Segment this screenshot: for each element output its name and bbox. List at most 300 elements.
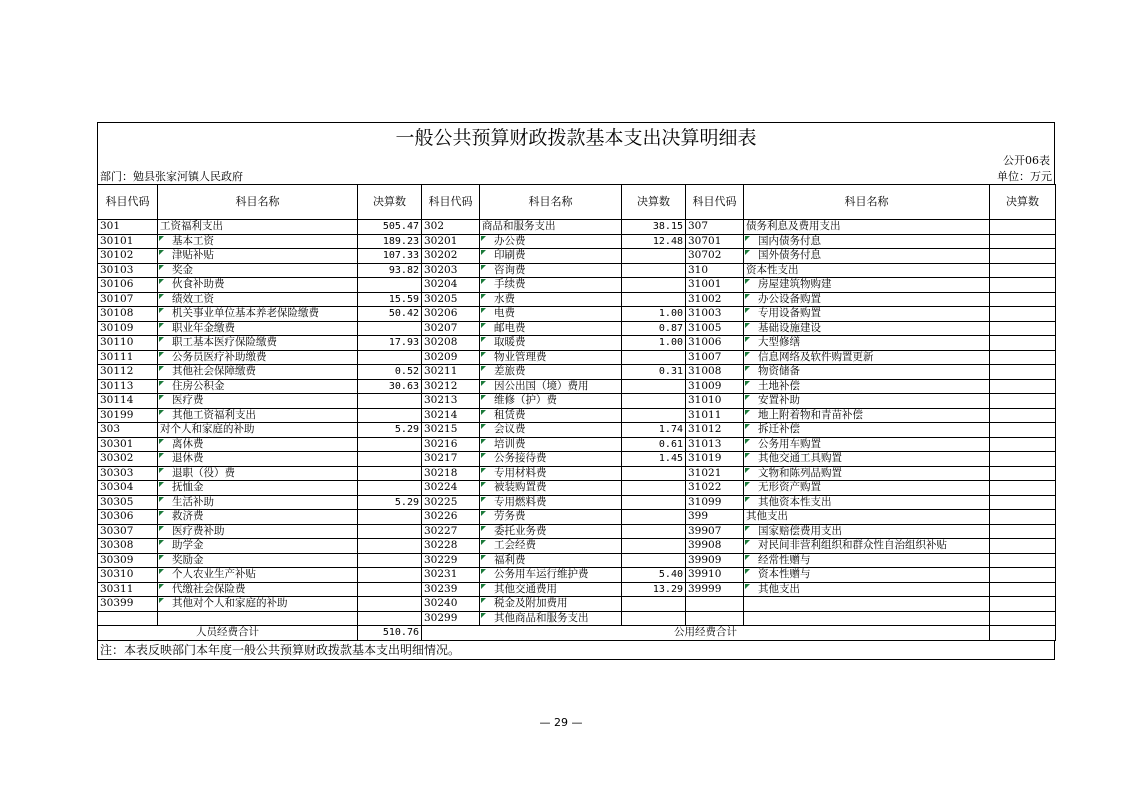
cell-amount	[990, 350, 1056, 365]
cell-name: 经常性赠与	[744, 553, 990, 568]
cell-code: 303	[98, 423, 158, 438]
cell-name: 印刷费	[480, 249, 622, 264]
cell-name: 信息网络及软件购置更新	[744, 350, 990, 365]
cell-name: 退职（役）费	[158, 466, 358, 481]
cell-code: 30227	[422, 524, 480, 539]
cell-code: 30204	[422, 278, 480, 293]
cell-amount	[990, 582, 1056, 597]
cell-code: 31013	[686, 437, 744, 452]
cell-amount	[622, 249, 686, 264]
cell-code: 31010	[686, 394, 744, 409]
cell-name: 手续费	[480, 278, 622, 293]
cell-amount	[622, 510, 686, 525]
cell-amount: 1.00	[622, 336, 686, 351]
cell-name: 商品和服务支出	[480, 220, 622, 235]
cell-name	[744, 611, 990, 626]
cell-code: 30217	[422, 452, 480, 467]
cell-name: 物资储备	[744, 365, 990, 380]
cell-name: 培训费	[480, 437, 622, 452]
cell-name: 绩效工资	[158, 292, 358, 307]
cell-code: 30109	[98, 321, 158, 336]
table-row	[98, 263, 1056, 278]
cell-amount: 38.15	[622, 220, 686, 235]
cell-name: 物业管理费	[480, 350, 622, 365]
cell-code: 30212	[422, 379, 480, 394]
cell-name: 退休费	[158, 452, 358, 467]
cell-name: 土地补偿	[744, 379, 990, 394]
cell-name: 助学金	[158, 539, 358, 554]
cell-code: 30302	[98, 452, 158, 467]
personnel-total-value: 510.76	[358, 626, 422, 641]
cell-amount	[358, 350, 422, 365]
cell-name: 会议费	[480, 423, 622, 438]
header-amount-3: 决算数	[990, 185, 1056, 220]
cell-code: 30213	[422, 394, 480, 409]
cell-name: 奖金	[158, 263, 358, 278]
cell-amount: 0.61	[622, 437, 686, 452]
cell-code: 30201	[422, 234, 480, 249]
personnel-total-label: 人员经费合计	[98, 626, 358, 641]
cell-code: 30305	[98, 495, 158, 510]
cell-code: 30206	[422, 307, 480, 322]
cell-amount	[358, 539, 422, 554]
cell-code: 30229	[422, 553, 480, 568]
cell-code: 30226	[422, 510, 480, 525]
cell-amount	[990, 466, 1056, 481]
cell-code: 31006	[686, 336, 744, 351]
cell-amount	[358, 278, 422, 293]
cell-code: 30228	[422, 539, 480, 554]
cell-name: 基本工资	[158, 234, 358, 249]
cell-amount	[622, 524, 686, 539]
cell-amount	[990, 452, 1056, 467]
cell-code: 30103	[98, 263, 158, 278]
cell-code: 30113	[98, 379, 158, 394]
cell-amount: 189.23	[358, 234, 422, 249]
cell-name: 文物和陈列品购置	[744, 466, 990, 481]
cell-name: 房屋建筑物购建	[744, 278, 990, 293]
cell-code: 39909	[686, 553, 744, 568]
table-row	[98, 394, 1056, 409]
table-row	[98, 466, 1056, 481]
cell-code: 30107	[98, 292, 158, 307]
cell-code: 30112	[98, 365, 158, 380]
cell-amount	[990, 394, 1056, 409]
header-amount-2: 决算数	[622, 185, 686, 220]
cell-name	[744, 597, 990, 612]
header-code-2: 科目代码	[422, 185, 480, 220]
cell-amount	[990, 408, 1056, 423]
unit-label: 单位：万元	[997, 170, 1052, 183]
cell-code: 30209	[422, 350, 480, 365]
table-row	[98, 423, 1056, 438]
cell-amount	[990, 568, 1056, 583]
cell-code: 31005	[686, 321, 744, 336]
table-row	[98, 220, 1056, 235]
cell-code: 30216	[422, 437, 480, 452]
table-row	[98, 307, 1056, 322]
cell-code: 30108	[98, 307, 158, 322]
cell-name: 大型修缮	[744, 336, 990, 351]
cell-code: 30203	[422, 263, 480, 278]
cell-amount	[358, 321, 422, 336]
table-row	[98, 481, 1056, 496]
cell-name: 拆迁补偿	[744, 423, 990, 438]
cell-amount: 93.82	[358, 263, 422, 278]
page-number: — 29 —	[539, 716, 583, 729]
cell-code: 30114	[98, 394, 158, 409]
cell-amount	[990, 437, 1056, 452]
cell-amount	[358, 466, 422, 481]
cell-amount	[622, 379, 686, 394]
cell-amount	[358, 568, 422, 583]
cell-amount	[990, 524, 1056, 539]
cell-amount	[990, 321, 1056, 336]
cell-code: 30231	[422, 568, 480, 583]
cell-name: 被装购置费	[480, 481, 622, 496]
cell-name: 地上附着物和青苗补偿	[744, 408, 990, 423]
cell-amount	[358, 481, 422, 496]
cell-code: 30215	[422, 423, 480, 438]
cell-name: 维修（护）费	[480, 394, 622, 409]
cell-amount: 0.87	[622, 321, 686, 336]
table-row	[98, 292, 1056, 307]
cell-amount: 30.63	[358, 379, 422, 394]
cell-amount: 0.52	[358, 365, 422, 380]
cell-amount	[622, 278, 686, 293]
cell-name: 资本性赠与	[744, 568, 990, 583]
table-row	[98, 611, 1056, 626]
cell-name: 离休费	[158, 437, 358, 452]
cell-amount: 505.47	[358, 220, 422, 235]
cell-code: 399	[686, 510, 744, 525]
cell-code: 30311	[98, 582, 158, 597]
cell-code: 310	[686, 263, 744, 278]
cell-amount	[990, 336, 1056, 351]
cell-code: 30304	[98, 481, 158, 496]
cell-name: 职工基本医疗保险缴费	[158, 336, 358, 351]
cell-amount	[358, 510, 422, 525]
department-label: 部门：勉县张家河镇人民政府	[100, 170, 243, 183]
cell-code: 30303	[98, 466, 158, 481]
cell-code: 31001	[686, 278, 744, 293]
cell-name: 住房公积金	[158, 379, 358, 394]
cell-amount	[990, 249, 1056, 264]
cell-amount: 17.93	[358, 336, 422, 351]
cell-amount: 0.31	[622, 365, 686, 380]
cell-name: 国外债务付息	[744, 249, 990, 264]
cell-amount	[622, 466, 686, 481]
table-row	[98, 278, 1056, 293]
cell-name: 其他对个人和家庭的补助	[158, 597, 358, 612]
cell-name: 对民间非营利组织和群众性自治组织补贴	[744, 539, 990, 554]
cell-code: 30701	[686, 234, 744, 249]
cell-code: 30301	[98, 437, 158, 452]
cell-name: 专用燃料费	[480, 495, 622, 510]
cell-amount	[990, 307, 1056, 322]
cell-code	[686, 597, 744, 612]
cell-amount: 12.48	[622, 234, 686, 249]
cell-amount: 1.00	[622, 307, 686, 322]
cell-name: 劳务费	[480, 510, 622, 525]
cell-name: 资本性支出	[744, 263, 990, 278]
cell-amount	[622, 408, 686, 423]
table-row	[98, 597, 1056, 612]
cell-code: 30218	[422, 466, 480, 481]
table-row	[98, 524, 1056, 539]
cell-code: 31019	[686, 452, 744, 467]
cell-amount	[358, 597, 422, 612]
public-total-label: 公用经费合计	[422, 626, 990, 641]
cell-name: 专用材料费	[480, 466, 622, 481]
cell-code: 30211	[422, 365, 480, 380]
cell-name: 其他商品和服务支出	[480, 611, 622, 626]
cell-amount	[990, 553, 1056, 568]
cell-name: 取暖费	[480, 336, 622, 351]
table-note: 注：本表反映部门本年度一般公共预算财政拨款基本支出明细情况。	[97, 641, 1055, 660]
cell-name: 工会经费	[480, 539, 622, 554]
cell-name: 生活补助	[158, 495, 358, 510]
cell-amount	[990, 597, 1056, 612]
cell-code: 31002	[686, 292, 744, 307]
cell-amount	[358, 394, 422, 409]
cell-name: 职业年金缴费	[158, 321, 358, 336]
cell-amount	[990, 539, 1056, 554]
cell-code: 31099	[686, 495, 744, 510]
cell-amount	[622, 481, 686, 496]
cell-amount: 5.40	[622, 568, 686, 583]
cell-code: 30101	[98, 234, 158, 249]
table-row	[98, 568, 1056, 583]
table-row	[98, 379, 1056, 394]
cell-code: 31007	[686, 350, 744, 365]
cell-code: 30106	[98, 278, 158, 293]
cell-amount	[990, 278, 1056, 293]
cell-name: 其他资本性支出	[744, 495, 990, 510]
cell-name: 其他交通工具购置	[744, 452, 990, 467]
cell-name: 公务接待费	[480, 452, 622, 467]
cell-name: 救济费	[158, 510, 358, 525]
cell-name: 机关事业单位基本养老保险缴费	[158, 307, 358, 322]
expenditure-table	[97, 184, 1056, 641]
cell-name: 安置补助	[744, 394, 990, 409]
cell-code: 31003	[686, 307, 744, 322]
cell-name: 个人农业生产补贴	[158, 568, 358, 583]
cell-code: 30199	[98, 408, 158, 423]
table-row	[98, 234, 1056, 249]
table-row	[98, 350, 1056, 365]
header-name-1: 科目名称	[158, 185, 358, 220]
cell-code: 30207	[422, 321, 480, 336]
page-title: 一般公共预算财政拨款基本支出决算明细表	[97, 122, 1055, 153]
table-header-row	[98, 185, 1056, 220]
cell-name: 税金及附加费用	[480, 597, 622, 612]
table-row	[98, 321, 1056, 336]
cell-code: 39910	[686, 568, 744, 583]
cell-amount	[990, 365, 1056, 380]
cell-name: 其他支出	[744, 582, 990, 597]
cell-amount	[990, 220, 1056, 235]
cell-name: 办公费	[480, 234, 622, 249]
cell-code: 30309	[98, 553, 158, 568]
cell-amount	[622, 539, 686, 554]
cell-name: 其他社会保障缴费	[158, 365, 358, 380]
table-body	[98, 220, 1056, 626]
cell-amount: 5.29	[358, 423, 422, 438]
cell-name: 津贴补贴	[158, 249, 358, 264]
header-name-3: 科目名称	[744, 185, 990, 220]
cell-amount	[622, 394, 686, 409]
cell-amount	[358, 553, 422, 568]
cell-code: 31012	[686, 423, 744, 438]
cell-amount	[990, 611, 1056, 626]
header-name-2: 科目名称	[480, 185, 622, 220]
cell-name: 因公出国（境）费用	[480, 379, 622, 394]
cell-amount	[622, 263, 686, 278]
cell-amount: 1.74	[622, 423, 686, 438]
cell-code: 31009	[686, 379, 744, 394]
table-row	[98, 452, 1056, 467]
cell-name: 其他工资福利支出	[158, 408, 358, 423]
table-row	[98, 365, 1056, 380]
cell-name: 邮电费	[480, 321, 622, 336]
header-code-3: 科目代码	[686, 185, 744, 220]
table-row	[98, 408, 1056, 423]
cell-code: 30299	[422, 611, 480, 626]
public-total-value	[990, 626, 1056, 641]
table-row	[98, 582, 1056, 597]
cell-amount	[990, 263, 1056, 278]
cell-code: 30205	[422, 292, 480, 307]
cell-amount	[622, 495, 686, 510]
cell-code: 30310	[98, 568, 158, 583]
cell-amount	[990, 234, 1056, 249]
cell-amount: 50.42	[358, 307, 422, 322]
cell-code: 39999	[686, 582, 744, 597]
cell-name: 差旅费	[480, 365, 622, 380]
cell-name: 国内债务付息	[744, 234, 990, 249]
cell-amount	[358, 582, 422, 597]
cell-code: 31011	[686, 408, 744, 423]
cell-name: 公务用车运行维护费	[480, 568, 622, 583]
cell-name: 租赁费	[480, 408, 622, 423]
cell-amount: 1.45	[622, 452, 686, 467]
department-row	[97, 169, 1055, 184]
cell-code: 301	[98, 220, 158, 235]
cell-code: 30308	[98, 539, 158, 554]
cell-name: 基础设施建设	[744, 321, 990, 336]
cell-name: 其他支出	[744, 510, 990, 525]
totals-row	[98, 626, 1056, 641]
cell-code: 30307	[98, 524, 158, 539]
cell-code: 30240	[422, 597, 480, 612]
cell-name: 医疗费补助	[158, 524, 358, 539]
cell-code	[686, 611, 744, 626]
cell-code: 31022	[686, 481, 744, 496]
header-code-1: 科目代码	[98, 185, 158, 220]
cell-name: 债务利息及费用支出	[744, 220, 990, 235]
cell-amount	[358, 408, 422, 423]
cell-amount	[622, 597, 686, 612]
cell-name	[158, 611, 358, 626]
cell-code: 30102	[98, 249, 158, 264]
cell-name: 对个人和家庭的补助	[158, 423, 358, 438]
cell-code: 30208	[422, 336, 480, 351]
cell-amount: 13.29	[622, 582, 686, 597]
cell-name: 无形资产购置	[744, 481, 990, 496]
cell-name: 专用设备购置	[744, 307, 990, 322]
cell-amount	[622, 292, 686, 307]
cell-code: 39908	[686, 539, 744, 554]
cell-name: 医疗费	[158, 394, 358, 409]
table-row	[98, 553, 1056, 568]
report-sheet	[97, 122, 1055, 660]
cell-name: 水费	[480, 292, 622, 307]
table-row	[98, 336, 1056, 351]
table-row	[98, 510, 1056, 525]
cell-code: 30239	[422, 582, 480, 597]
cell-code: 31008	[686, 365, 744, 380]
cell-amount	[358, 611, 422, 626]
cell-amount	[990, 423, 1056, 438]
cell-amount	[622, 350, 686, 365]
cell-code: 30202	[422, 249, 480, 264]
header-amount-1: 决算数	[358, 185, 422, 220]
cell-name: 公务用车购置	[744, 437, 990, 452]
cell-amount	[622, 553, 686, 568]
cell-code: 30111	[98, 350, 158, 365]
cell-name: 委托业务费	[480, 524, 622, 539]
table-row	[98, 495, 1056, 510]
cell-amount	[990, 510, 1056, 525]
cell-code: 30702	[686, 249, 744, 264]
cell-amount	[358, 524, 422, 539]
table-row	[98, 539, 1056, 554]
cell-code: 307	[686, 220, 744, 235]
cell-code: 30399	[98, 597, 158, 612]
cell-code: 30306	[98, 510, 158, 525]
cell-code: 30110	[98, 336, 158, 351]
table-row	[98, 249, 1056, 264]
cell-amount	[990, 379, 1056, 394]
cell-amount: 15.59	[358, 292, 422, 307]
cell-name: 伙食补助费	[158, 278, 358, 293]
cell-amount	[990, 481, 1056, 496]
cell-name: 工资福利支出	[158, 220, 358, 235]
cell-name: 福利费	[480, 553, 622, 568]
cell-name: 抚恤金	[158, 481, 358, 496]
cell-code: 30224	[422, 481, 480, 496]
cell-code: 39907	[686, 524, 744, 539]
cell-code	[98, 611, 158, 626]
cell-name: 咨询费	[480, 263, 622, 278]
cell-amount: 107.33	[358, 249, 422, 264]
cell-code: 302	[422, 220, 480, 235]
cell-amount	[990, 292, 1056, 307]
table-row	[98, 437, 1056, 452]
cell-amount	[358, 437, 422, 452]
cell-amount	[358, 452, 422, 467]
cell-amount: 5.29	[358, 495, 422, 510]
cell-name: 国家赔偿费用支出	[744, 524, 990, 539]
cell-code: 30225	[422, 495, 480, 510]
cell-name: 公务员医疗补助缴费	[158, 350, 358, 365]
cell-name: 办公设备购置	[744, 292, 990, 307]
cell-code: 31021	[686, 466, 744, 481]
form-number: 公开06表	[97, 153, 1055, 169]
cell-name: 电费	[480, 307, 622, 322]
cell-amount	[622, 611, 686, 626]
